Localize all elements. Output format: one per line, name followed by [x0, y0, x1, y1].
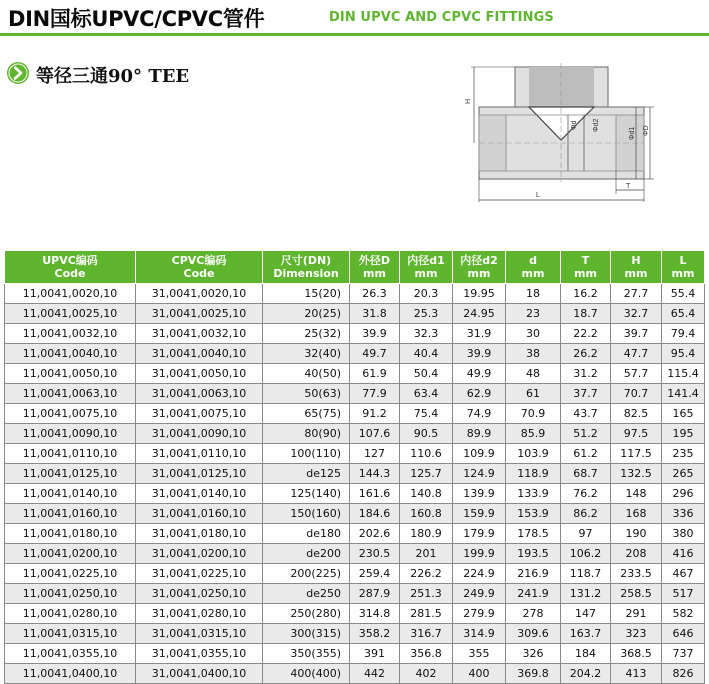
cell-d: 216.9 [506, 564, 561, 584]
cell-d: 278 [506, 604, 561, 624]
cell-cpvc-code: 31,0041,0280,10 [136, 604, 263, 624]
cell-inner-d1: 50.4 [400, 364, 453, 384]
cell-upvc-code: 11,0041,0225,10 [5, 564, 136, 584]
cell-outer-diameter: 358.2 [350, 624, 400, 644]
cell-upvc-code: 11,0041,0090,10 [5, 424, 136, 444]
cell-inner-d2: 31.9 [453, 324, 506, 344]
table-row [5, 424, 705, 444]
cell-dimension: 300(315) [263, 624, 350, 644]
cell-inner-d2: 19.95 [453, 284, 506, 304]
cell-inner-d1: 356.8 [400, 644, 453, 664]
cell-inner-d2: 355 [453, 644, 506, 664]
cell-h: 132.5 [611, 464, 662, 484]
cell-cpvc-code: 31,0041,0050,10 [136, 364, 263, 384]
cell-d: 178.5 [506, 524, 561, 544]
cell-inner-d2: 314.9 [453, 624, 506, 644]
cell-l: 265 [662, 464, 705, 484]
cell-inner-d2: 400 [453, 664, 506, 684]
cell-t: 26.2 [561, 344, 611, 364]
diagram-label-t: T [626, 183, 631, 190]
cell-t: 16.2 [561, 284, 611, 304]
cell-l: 582 [662, 604, 705, 624]
product-title: 等径三通90° TEE [36, 66, 190, 87]
cell-cpvc-code: 31,0041,0400,10 [136, 664, 263, 684]
cell-d: 241.9 [506, 584, 561, 604]
cell-outer-diameter: 127 [350, 444, 400, 464]
cell-h: 413 [611, 664, 662, 684]
cell-t: 43.7 [561, 404, 611, 424]
col-header-h [611, 251, 662, 284]
table-row [5, 584, 705, 604]
cell-inner-d1: 226.2 [400, 564, 453, 584]
diagram-label-big-d: ΦD [643, 125, 650, 136]
cell-h: 148 [611, 484, 662, 504]
cell-outer-diameter: 161.6 [350, 484, 400, 504]
diagram-label-h: H [465, 98, 472, 104]
cell-t: 86.2 [561, 504, 611, 524]
col-header-t [561, 251, 611, 284]
cell-t: 163.7 [561, 624, 611, 644]
col-header-inner-d1 [400, 251, 453, 284]
cell-outer-diameter: 314.8 [350, 604, 400, 624]
cell-inner-d2: 224.9 [453, 564, 506, 584]
cell-upvc-code: 11,0041,0315,10 [5, 624, 136, 644]
cell-outer-diameter: 49.7 [350, 344, 400, 364]
table-row [5, 644, 705, 664]
cell-inner-d2: 109.9 [453, 444, 506, 464]
diagram-label-d: Φd [571, 120, 578, 130]
diagram-label-d2: Φd2 [593, 118, 600, 132]
table-row [5, 344, 705, 364]
cell-upvc-code: 11,0041,0280,10 [5, 604, 136, 624]
cell-h: 368.5 [611, 644, 662, 664]
cell-inner-d2: 74.9 [453, 404, 506, 424]
cell-l: 79.4 [662, 324, 705, 344]
table-row [5, 284, 705, 304]
col-header-line2: Dimension [273, 267, 339, 280]
col-header-line2: mm [574, 267, 597, 280]
table-row [5, 484, 705, 504]
cell-d: 153.9 [506, 504, 561, 524]
cell-upvc-code: 11,0041,0160,10 [5, 504, 136, 524]
cell-inner-d1: 180.9 [400, 524, 453, 544]
cell-inner-d2: 179.9 [453, 524, 506, 544]
cell-inner-d1: 281.5 [400, 604, 453, 624]
cell-l: 65.4 [662, 304, 705, 324]
col-header-line2: mm [671, 267, 695, 280]
cell-h: 27.7 [611, 284, 662, 304]
cell-inner-d2: 139.9 [453, 484, 506, 504]
cell-inner-d1: 25.3 [400, 304, 453, 324]
table-row [5, 604, 705, 624]
table-row [5, 624, 705, 644]
cell-upvc-code: 11,0041,0025,10 [5, 304, 136, 324]
cell-upvc-code: 11,0041,0020,10 [5, 284, 136, 304]
col-header-line2: Code [54, 267, 86, 280]
cell-l: 646 [662, 624, 705, 644]
page-header [0, 0, 709, 38]
cell-inner-d1: 90.5 [400, 424, 453, 444]
cell-inner-d1: 32.3 [400, 324, 453, 344]
cell-inner-d2: 62.9 [453, 384, 506, 404]
col-header-inner-d2 [453, 251, 506, 284]
cell-dimension: 25(32) [263, 324, 350, 344]
tee-fitting-diagram [466, 60, 676, 208]
cell-cpvc-code: 31,0041,0225,10 [136, 564, 263, 584]
col-header-line1: UPVC编码 [42, 254, 98, 267]
col-header-line1: T [581, 254, 590, 267]
cell-outer-diameter: 259.4 [350, 564, 400, 584]
cell-dimension: de125 [263, 464, 350, 484]
cell-dimension: 15(20) [263, 284, 350, 304]
table-row [5, 364, 705, 384]
cell-dimension: 40(50) [263, 364, 350, 384]
cell-inner-d2: 199.9 [453, 544, 506, 564]
table-row [5, 504, 705, 524]
cell-t: 118.7 [561, 564, 611, 584]
cell-inner-d1: 140.8 [400, 484, 453, 504]
cell-upvc-code: 11,0041,0200,10 [5, 544, 136, 564]
cell-upvc-code: 11,0041,0040,10 [5, 344, 136, 364]
table-row [5, 444, 705, 464]
table-body [5, 284, 705, 684]
col-header-cpvc-code [136, 251, 263, 284]
cell-inner-d2: 124.9 [453, 464, 506, 484]
cell-upvc-code: 11,0041,0063,10 [5, 384, 136, 404]
cell-t: 18.7 [561, 304, 611, 324]
cell-cpvc-code: 31,0041,0200,10 [136, 544, 263, 564]
table-row [5, 384, 705, 404]
cell-dimension: de250 [263, 584, 350, 604]
col-header-line1: 内径d2 [460, 254, 498, 267]
cell-l: 115.4 [662, 364, 705, 384]
cell-h: 70.7 [611, 384, 662, 404]
cell-inner-d1: 201 [400, 544, 453, 564]
col-header-line2: mm [467, 267, 491, 280]
cell-d: 61 [506, 384, 561, 404]
cell-h: 208 [611, 544, 662, 564]
cell-cpvc-code: 31,0041,0040,10 [136, 344, 263, 364]
cell-d: 23 [506, 304, 561, 324]
cell-upvc-code: 11,0041,0355,10 [5, 644, 136, 664]
cell-inner-d2: 279.9 [453, 604, 506, 624]
cell-h: 39.7 [611, 324, 662, 344]
col-header-line2: mm [363, 267, 386, 280]
col-header-line1: CPVC编码 [171, 254, 227, 267]
col-header-line1: 尺寸(DN) [280, 254, 332, 267]
header-divider [0, 33, 709, 36]
cell-dimension: 350(355) [263, 644, 350, 664]
col-header-line1: 内径d1 [407, 254, 445, 267]
cell-outer-diameter: 391 [350, 644, 400, 664]
cell-outer-diameter: 61.9 [350, 364, 400, 384]
cell-outer-diameter: 26.3 [350, 284, 400, 304]
col-header-outer-diameter [350, 251, 400, 284]
cell-h: 32.7 [611, 304, 662, 324]
cell-t: 22.2 [561, 324, 611, 344]
cell-t: 106.2 [561, 544, 611, 564]
col-header-line2: mm [414, 267, 438, 280]
cell-t: 131.2 [561, 584, 611, 604]
cell-dimension: 20(25) [263, 304, 350, 324]
cell-cpvc-code: 31,0041,0020,10 [136, 284, 263, 304]
cell-outer-diameter: 442 [350, 664, 400, 684]
cell-inner-d2: 159.9 [453, 504, 506, 524]
cell-inner-d2: 249.9 [453, 584, 506, 604]
cell-inner-d1: 251.3 [400, 584, 453, 604]
cell-l: 195 [662, 424, 705, 444]
table-row [5, 524, 705, 544]
cell-l: 826 [662, 664, 705, 684]
cell-inner-d1: 316.7 [400, 624, 453, 644]
cell-cpvc-code: 31,0041,0140,10 [136, 484, 263, 504]
col-header-line2: mm [624, 267, 648, 280]
cell-dimension: 32(40) [263, 344, 350, 364]
cell-dimension: 100(110) [263, 444, 350, 464]
cell-cpvc-code: 31,0041,0075,10 [136, 404, 263, 424]
table-row [5, 404, 705, 424]
cell-inner-d2: 24.95 [453, 304, 506, 324]
cell-cpvc-code: 31,0041,0315,10 [136, 624, 263, 644]
table-row [5, 464, 705, 484]
cell-h: 168 [611, 504, 662, 524]
cell-l: 55.4 [662, 284, 705, 304]
cell-dimension: 125(140) [263, 484, 350, 504]
cell-d: 369.8 [506, 664, 561, 684]
cell-l: 467 [662, 564, 705, 584]
col-header-line2: Code [183, 267, 215, 280]
cell-d: 193.5 [506, 544, 561, 564]
cell-d: 133.9 [506, 484, 561, 504]
cell-d: 309.6 [506, 624, 561, 644]
cell-cpvc-code: 31,0041,0355,10 [136, 644, 263, 664]
cell-h: 258.5 [611, 584, 662, 604]
cell-inner-d1: 75.4 [400, 404, 453, 424]
page-title: DIN国标UPVC/CPVC管件 [8, 7, 265, 31]
cell-cpvc-code: 31,0041,0180,10 [136, 524, 263, 544]
cell-t: 61.2 [561, 444, 611, 464]
cell-upvc-code: 11,0041,0032,10 [5, 324, 136, 344]
cell-outer-diameter: 202.6 [350, 524, 400, 544]
col-header-line1: 外径D [358, 254, 391, 267]
cell-l: 235 [662, 444, 705, 464]
cell-dimension: 400(400) [263, 664, 350, 684]
table-row [5, 664, 705, 684]
col-header-l [662, 251, 705, 284]
cell-t: 37.7 [561, 384, 611, 404]
table-row [5, 304, 705, 324]
cell-inner-d2: 89.9 [453, 424, 506, 444]
cell-upvc-code: 11,0041,0180,10 [5, 524, 136, 544]
cell-inner-d2: 49.9 [453, 364, 506, 384]
cell-d: 118.9 [506, 464, 561, 484]
cell-t: 76.2 [561, 484, 611, 504]
cell-d: 18 [506, 284, 561, 304]
cell-cpvc-code: 31,0041,0032,10 [136, 324, 263, 344]
cell-h: 57.7 [611, 364, 662, 384]
cell-outer-diameter: 107.6 [350, 424, 400, 444]
cell-inner-d1: 20.3 [400, 284, 453, 304]
cell-dimension: 50(63) [263, 384, 350, 404]
cell-h: 82.5 [611, 404, 662, 424]
cell-cpvc-code: 31,0041,0063,10 [136, 384, 263, 404]
cell-dimension: 80(90) [263, 424, 350, 444]
cell-t: 97 [561, 524, 611, 544]
cell-cpvc-code: 31,0041,0025,10 [136, 304, 263, 324]
col-header-line2: mm [521, 267, 545, 280]
cell-l: 296 [662, 484, 705, 504]
cell-inner-d1: 63.4 [400, 384, 453, 404]
cell-upvc-code: 11,0041,0075,10 [5, 404, 136, 424]
cell-upvc-code: 11,0041,0250,10 [5, 584, 136, 604]
cell-l: 737 [662, 644, 705, 664]
col-header-line1: d [529, 254, 537, 267]
cell-upvc-code: 11,0041,0140,10 [5, 484, 136, 504]
cell-d: 30 [506, 324, 561, 344]
cell-d: 326 [506, 644, 561, 664]
cell-inner-d1: 160.8 [400, 504, 453, 524]
col-header-line1: L [679, 254, 687, 267]
table-row [5, 544, 705, 564]
cell-upvc-code: 11,0041,0110,10 [5, 444, 136, 464]
table-row [5, 324, 705, 344]
cell-dimension: de200 [263, 544, 350, 564]
cell-l: 380 [662, 524, 705, 544]
cell-outer-diameter: 144.3 [350, 464, 400, 484]
cell-h: 233.5 [611, 564, 662, 584]
page-subtitle: DIN UPVC AND CPVC FITTINGS [329, 10, 554, 25]
cell-dimension: 65(75) [263, 404, 350, 424]
cell-l: 165 [662, 404, 705, 424]
cell-upvc-code: 11,0041,0400,10 [5, 664, 136, 684]
cell-t: 147 [561, 604, 611, 624]
cell-t: 68.7 [561, 464, 611, 484]
cell-dimension: 150(160) [263, 504, 350, 524]
cell-inner-d1: 40.4 [400, 344, 453, 364]
col-header-line1: H [631, 254, 641, 267]
cell-d: 38 [506, 344, 561, 364]
cell-l: 416 [662, 544, 705, 564]
cell-cpvc-code: 31,0041,0125,10 [136, 464, 263, 484]
cell-upvc-code: 11,0041,0050,10 [5, 364, 136, 384]
cell-h: 323 [611, 624, 662, 644]
cell-t: 184 [561, 644, 611, 664]
cell-h: 117.5 [611, 444, 662, 464]
green-circle-arrow-icon [6, 61, 30, 85]
cell-outer-diameter: 287.9 [350, 584, 400, 604]
cell-l: 336 [662, 504, 705, 524]
cell-outer-diameter: 230.5 [350, 544, 400, 564]
cell-t: 31.2 [561, 364, 611, 384]
cell-inner-d1: 402 [400, 664, 453, 684]
cell-outer-diameter: 91.2 [350, 404, 400, 424]
cell-dimension: 200(225) [263, 564, 350, 584]
cell-cpvc-code: 31,0041,0160,10 [136, 504, 263, 524]
cell-l: 141.4 [662, 384, 705, 404]
cell-l: 95.4 [662, 344, 705, 364]
cell-outer-diameter: 39.9 [350, 324, 400, 344]
cell-cpvc-code: 31,0041,0250,10 [136, 584, 263, 604]
cell-dimension: de180 [263, 524, 350, 544]
table-header-row [5, 251, 705, 284]
cell-d: 48 [506, 364, 561, 384]
cell-inner-d1: 125.7 [400, 464, 453, 484]
cell-outer-diameter: 184.6 [350, 504, 400, 524]
cell-t: 204.2 [561, 664, 611, 684]
cell-d: 85.9 [506, 424, 561, 444]
col-header-d [506, 251, 561, 284]
cell-inner-d2: 39.9 [453, 344, 506, 364]
cell-d: 70.9 [506, 404, 561, 424]
col-header-dimension [263, 251, 350, 284]
diagram-label-d1: Φd1 [629, 126, 636, 140]
table-row [5, 564, 705, 584]
cell-h: 47.7 [611, 344, 662, 364]
cell-dimension: 250(280) [263, 604, 350, 624]
cell-t: 51.2 [561, 424, 611, 444]
cell-l: 517 [662, 584, 705, 604]
cell-h: 291 [611, 604, 662, 624]
spec-table [4, 250, 705, 684]
cell-d: 103.9 [506, 444, 561, 464]
cell-h: 97.5 [611, 424, 662, 444]
cell-inner-d1: 110.6 [400, 444, 453, 464]
cell-cpvc-code: 31,0041,0110,10 [136, 444, 263, 464]
cell-cpvc-code: 31,0041,0090,10 [136, 424, 263, 444]
cell-h: 190 [611, 524, 662, 544]
cell-upvc-code: 11,0041,0125,10 [5, 464, 136, 484]
cell-outer-diameter: 77.9 [350, 384, 400, 404]
cell-outer-diameter: 31.8 [350, 304, 400, 324]
diagram-label-l: L [536, 192, 540, 199]
col-header-upvc-code [5, 251, 136, 284]
